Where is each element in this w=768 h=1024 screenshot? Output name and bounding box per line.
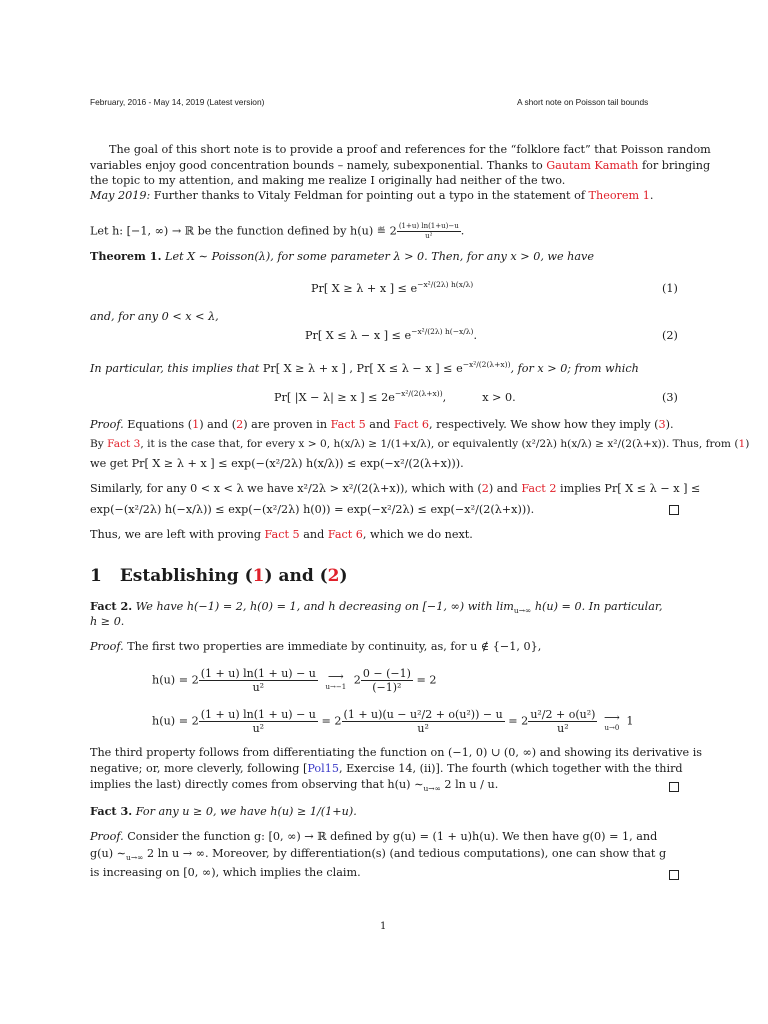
may-2019-label: May 2019: <box>90 189 151 202</box>
fraction-numerator: (1 + u)(u − u²/2 + o(u²)) − u <box>343 708 503 721</box>
qed-square <box>669 505 679 515</box>
intro-text: . <box>649 189 654 202</box>
proof-text: and <box>365 418 394 431</box>
in-particular-line <box>90 357 680 378</box>
page-number: 1 <box>380 921 387 932</box>
fact-2-link[interactable]: Fact 2 <box>521 482 557 495</box>
fact-6-link[interactable]: Fact 6 <box>393 418 430 431</box>
limit-subscript: u→−1 <box>325 683 347 691</box>
display-equation-2 <box>152 708 633 735</box>
eq-2-link[interactable]: 2 <box>236 418 244 431</box>
fraction-denominator: u² <box>425 232 433 240</box>
proof-text: 2 ln u / u. <box>440 778 499 791</box>
limit-subscript: u→∞ <box>423 784 441 793</box>
section-title: Establishing ( <box>119 566 253 586</box>
fact-text: For any u ≥ 0, we have h(u) ≥ 1/(1+u). <box>132 805 357 818</box>
limit-arrow: ⟶ u→−1 <box>325 670 347 691</box>
particular-text: , for x > 0; from which <box>510 362 639 375</box>
proof-text: , respectively. We show how they imply ( <box>429 418 659 431</box>
theorem-label: Theorem 1. <box>90 249 162 263</box>
thus-text: Thus, we are left with proving <box>90 528 265 541</box>
limit-subscript: u→0 <box>604 724 620 732</box>
intro-text: for bringing <box>638 159 711 172</box>
header-left: February, 2016 - May 14, 2019 (Latest version) <box>90 97 265 107</box>
proof-1-line-3: we get Pr[ X ≥ λ + x ] ≤ exp(−(x²/2λ) h(x/λ)) ≤ exp(−x²/(2(λ+x))). <box>90 457 464 470</box>
eq-result: 1 <box>626 714 634 728</box>
proof-1-line-5: exp(−(x²/2λ) h(−x/λ)) ≤ exp(−(x²/2λ) h(0)) = exp(−x²/2λ) ≤ exp(−x²/(2(λ+x))). <box>90 503 535 516</box>
fact-text: h(u) = 0. In particular, <box>531 600 663 613</box>
equation-condition: x > 0. <box>482 391 516 404</box>
fact-3 <box>90 803 680 821</box>
proof-2-para-line-3 <box>90 777 680 798</box>
thus-line <box>90 527 680 544</box>
intro-text: variables enjoy good concentration bounds – namely, subexponential. Thanks to <box>90 159 547 172</box>
proof-label: Proof. <box>90 418 124 431</box>
fraction <box>199 708 318 735</box>
proof-text: By <box>90 438 108 450</box>
thus-text: , which we do next. <box>362 528 473 541</box>
section-title: ) and ( <box>264 566 328 586</box>
equation-body: Pr[ |X − λ| ≥ x ] ≤ 2e <box>274 391 395 404</box>
equation-comma: , <box>442 391 447 404</box>
eq-1-link[interactable]: 1 <box>738 438 746 450</box>
equation-number-1: (1) <box>662 282 678 295</box>
equation-end: . <box>473 329 478 342</box>
fraction <box>361 667 413 694</box>
and-line: and, for any 0 < x < λ, <box>90 310 219 323</box>
fraction-numerator: (1 + u) ln(1 + u) − u <box>200 708 316 721</box>
proof-3-line-2 <box>90 846 680 867</box>
display-equation-1 <box>152 667 437 694</box>
fact-3-link[interactable]: Fact 3 <box>107 438 141 450</box>
eq-2-link[interactable]: 2 <box>481 482 489 495</box>
particular-text: In particular, this implies that <box>90 362 263 375</box>
eq-1-link[interactable]: 1 <box>192 418 200 431</box>
eq-result: = 2 <box>416 673 437 687</box>
qed-square <box>669 782 679 792</box>
proof-text: implies the last) directly comes from observing that h(u) ∼ <box>90 778 424 791</box>
definition-fraction <box>397 222 461 241</box>
theorem-text: Let X ∼ Poisson(λ), for some parameter λ > 0. Then, for any x > 0, we have <box>161 250 595 263</box>
proof-text: ) are proven in <box>243 418 331 431</box>
eq-2-link[interactable]: 2 <box>327 566 340 586</box>
fact-label: Fact 3. <box>90 804 133 818</box>
proof-label: Proof. <box>90 640 124 653</box>
proof-1-line-1 <box>90 417 680 434</box>
fact-label: Fact 2. <box>90 599 133 613</box>
proof-text: Consider the function g: [0, ∞) → ℝ defined by g(u) = (1 + u)h(u). We then have g(0) = 1, and <box>123 830 658 843</box>
eq-3-link[interactable]: 3 <box>658 418 666 431</box>
equation-body: Pr[ X ≥ λ + x ] ≤ e <box>311 282 418 295</box>
fraction-denominator: u² <box>417 722 429 735</box>
fact-6-link[interactable]: Fact 6 <box>327 528 363 541</box>
qed-square <box>669 870 679 880</box>
proof-text: ) and ( <box>199 418 237 431</box>
equation-exponent: −x²/(2λ) h(x/λ) <box>417 280 474 289</box>
proof-1-line-2 <box>90 436 750 453</box>
section-1-heading <box>90 566 348 586</box>
equation-number-3: (3) <box>662 391 678 404</box>
equation-2 <box>305 327 477 342</box>
definition-line <box>90 222 680 241</box>
proof-text: The first two properties are immediate by continuity, as, for u ∉ {−1, 0}, <box>123 640 542 653</box>
proof-text: g(u) ∼ <box>90 847 127 860</box>
fraction-denominator: u² <box>252 681 265 694</box>
eq-coef: = 2 <box>321 714 342 728</box>
proof-text: ) and <box>488 482 522 495</box>
fact-5-link[interactable]: Fact 5 <box>330 418 366 431</box>
section-title: ) <box>339 566 348 586</box>
proof-text: ). <box>665 418 674 431</box>
particular-math: Pr[ X ≥ λ + x ] , Pr[ X ≤ λ − x ] ≤ e <box>262 362 463 375</box>
proof-text: , Exercise 14, (ii)]. The fourth (which together with the third <box>338 762 683 775</box>
intro-text: Further thanks to Vitaly Feldman for pointing out a typo in the statement of <box>150 189 589 202</box>
fraction-denominator: u² <box>252 722 265 735</box>
eq-coef: = 2 <box>508 714 529 728</box>
eq-coef: 2 <box>353 673 361 687</box>
equation-exponent: −x²/(2λ) h(−x/λ) <box>411 327 474 336</box>
limit-subscript: u→∞ <box>513 606 532 615</box>
particular-exponent: −x²/(2(λ+x)) <box>462 360 511 369</box>
proof-2-para-line-2 <box>90 761 683 778</box>
fraction-denominator: (−1)² <box>372 681 402 694</box>
equation-3 <box>274 389 516 404</box>
gautam-kamath-link[interactable]: Gautam Kamath <box>546 159 639 172</box>
proof-2-line-1 <box>90 639 680 656</box>
equation-body: Pr[ X ≤ λ − x ] ≤ e <box>305 329 412 342</box>
equation-number-2: (2) <box>662 329 678 342</box>
limit-arrow: ⟶ u→0 <box>603 711 620 732</box>
fraction <box>342 708 505 735</box>
thus-text: and <box>299 528 328 541</box>
fraction-numerator: (1 + u) ln(1 + u) − u <box>200 667 316 680</box>
proof-label: Proof. <box>90 830 124 843</box>
proof-text: implies Pr[ X ≤ λ − x ] ≤ <box>556 482 701 495</box>
fraction-numerator: 0 − (−1) <box>362 667 411 680</box>
proof-text: , it is the case that, for every x > 0, h(x/λ) ≥ 1/(1+x/λ), or equivalently (x²/2λ) h(x/λ) ≥ x²/(2(λ+x)). Thus, from ( <box>140 438 739 450</box>
eq-1-link[interactable]: 1 <box>252 566 265 586</box>
proof-1-line-4 <box>90 481 701 498</box>
proof-text: 2 ln u → ∞. Moreover, by differentiation(s) (and tedious computations), one can show that g <box>143 847 667 860</box>
definition-text: Let h: [−1, ∞) → ℝ be the function defined by h(u) ≝ 2 <box>90 224 397 238</box>
theorem-1 <box>90 248 680 266</box>
fact-5-link[interactable]: Fact 5 <box>264 528 300 541</box>
proof-3-line-3: is increasing on [0, ∞), which implies the claim. <box>90 866 361 879</box>
eq-lhs: h(u) = 2 <box>152 714 199 728</box>
limit-subscript: u→∞ <box>126 853 144 862</box>
pol15-citation-link[interactable]: Pol15 <box>307 762 339 775</box>
proof-text: Equations ( <box>123 418 193 431</box>
fraction <box>199 667 318 694</box>
intro-line-1: The goal of this short note is to provide a proof and references for the “folklore fact” that Poisson random <box>109 143 711 156</box>
header-right: A short note on Poisson tail bounds <box>517 97 649 107</box>
theorem-1-link[interactable]: Theorem 1 <box>588 189 650 202</box>
fraction-denominator: u² <box>557 722 569 735</box>
definition-end: . <box>460 224 465 238</box>
intro-line-4 <box>90 188 680 205</box>
fraction-numerator: (1+u) ln(1+u)−u <box>398 222 459 230</box>
proof-3-line-1 <box>90 829 680 846</box>
proof-text: Similarly, for any 0 < x < λ we have x²/2λ > x²/(2(λ+x)), which with ( <box>90 482 482 495</box>
eq-lhs: h(u) = 2 <box>152 673 199 687</box>
proof-text: negative; or, more cleverly, following [ <box>90 762 308 775</box>
section-number: 1 <box>90 566 102 586</box>
fact-2-line-2: h ≥ 0. <box>90 615 125 628</box>
proof-2-para-line-1: The third property follows from differentiating the function on (−1, 0) ∪ (0, ∞) and showing its derivative is <box>90 746 703 759</box>
intro-line-3: the topic to my attention, and making me realize I originally had neither of the two. <box>90 174 566 187</box>
fact-text: We have h(−1) = 2, h(0) = 1, and h decreasing on [−1, ∞) with lim <box>132 600 514 613</box>
equation-exponent: −x²/(2(λ+x)) <box>394 389 443 398</box>
equation-1 <box>311 280 473 295</box>
proof-text: ) <box>745 438 750 450</box>
fraction-numerator: u²/2 + o(u²) <box>530 708 596 721</box>
fraction <box>528 708 597 735</box>
